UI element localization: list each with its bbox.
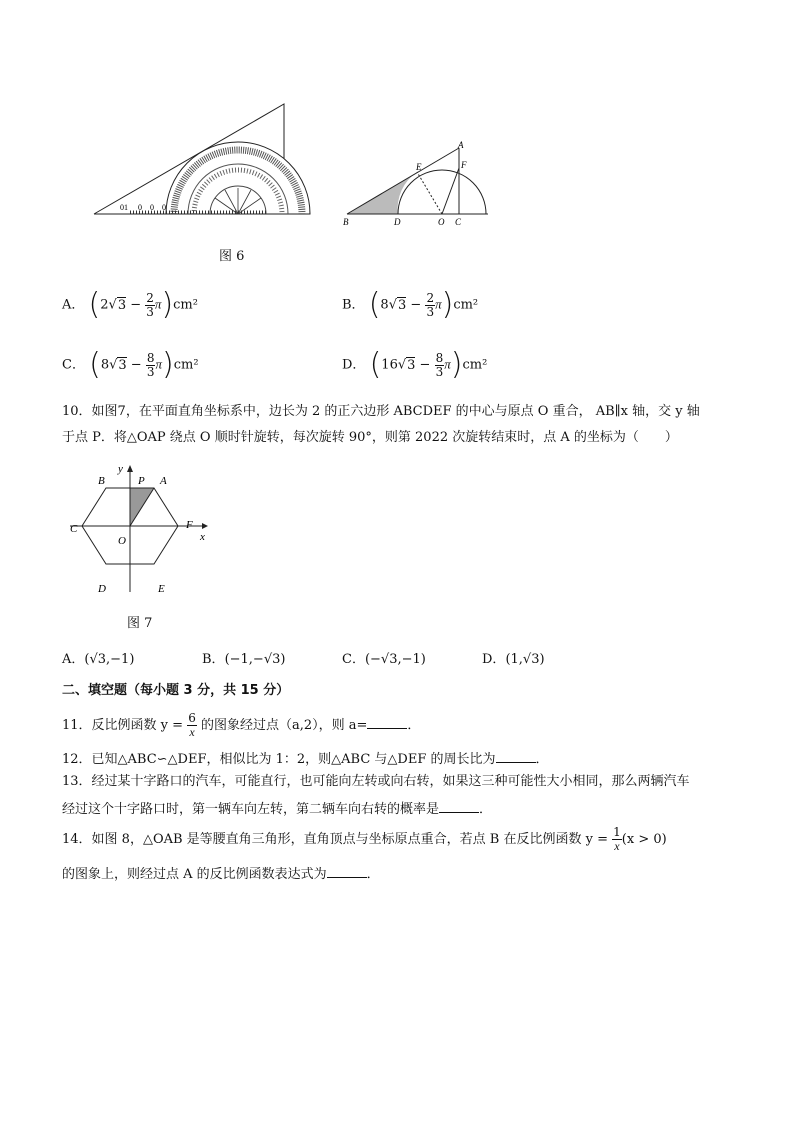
option-letter: B． [202,652,225,667]
option-letter: C． [62,357,85,373]
q14-end: ． [366,867,380,882]
coef: 2 [100,297,109,313]
figure-7-caption: 图 7 [127,616,153,631]
q9-option-d: D． (16√3 − $\frac{8}{3}$ π)cm² [342,347,488,382]
numerator: 2 [426,290,435,305]
point-c-label: C [70,523,78,535]
point-b-label: B [98,475,105,487]
q10-line-1: 10．如图7，在平面直角坐标系中，边长为 2 的正六边形 ABCDEF 的中心与原点 O 重合， AB∥x 轴，交 y 轴 [62,404,700,419]
coef: 8 [380,297,389,313]
point-d-label: D [98,583,106,595]
option-letter: D． [342,357,366,373]
q10-option-b [202,648,285,667]
denominator: x [614,839,620,853]
option-text: (−1,−√3) [224,652,286,667]
point-o-label: O [118,535,126,547]
q11-post: 的图象经过点（a,2），则 a= [200,718,368,733]
figure-6-caption: 图 6 [219,249,245,264]
option-text: (−√3,−1) [364,652,426,667]
figure-6-geometry [338,140,498,230]
point-a-label: A [160,475,167,487]
answer-blank[interactable] [327,865,367,878]
q10-option-a [62,648,134,667]
point-e-label: E [416,162,422,172]
radicand: 3 [118,357,127,373]
denominator: 3 [146,304,154,319]
q12-end: ． [535,752,549,767]
q13-line-2 [62,800,492,818]
axis-y-label: y [118,463,123,475]
denominator: 3 [146,364,155,379]
figure-7-hexagon [62,460,222,600]
unit: cm² [173,297,198,313]
figure-6-protractor [90,100,320,218]
point-o-label: O [438,217,445,227]
radicand: 3 [407,357,416,373]
q14-line-2 [62,865,380,883]
q11-pre: 11．反比例函数 y = [62,718,184,733]
point-b-label: B [343,217,349,227]
q13-end: ． [479,802,493,817]
q13-line-1: 13．经过某十字路口的汽车，可能直行，也可能向左转或向右转，如果这三种可能性大小相同，那么两辆汽车 [62,774,690,789]
q13-text: 经过这个十字路口时，第一辆车向左转，第二辆车向右转的概率是 [62,802,440,817]
q9-option-c: C． (8√3 − $\frac{8}{3}$ π)cm² [62,347,199,382]
q14-condition: (x > 0) [621,832,667,847]
option-letter: C． [342,652,365,667]
point-f-label: F [186,519,193,531]
ruler-label: 0 [138,203,142,212]
q14-text: 14．如图 8，△OAB 是等腰直角三角形，直角顶点与坐标原点重合，若点 B 在反比例函数 y = [62,832,608,847]
numerator: 8 [146,350,155,365]
q11-end: ． [407,718,421,733]
option-text: (1,√3) [505,652,545,667]
denominator: 3 [426,304,435,319]
q9-option-b: B． (8√3 − $\frac{2}{3}$ π)cm² [342,287,479,322]
ruler-label: 01 [120,203,128,212]
q12-text: 12．已知△ABC∽△DEF，相似比为 1：2，则△ABC 与△DEF 的周长比为 [62,752,496,767]
point-a-label: A [458,140,464,150]
denominator: x [189,725,195,739]
unit: cm² [453,297,479,313]
answer-blank[interactable] [367,716,407,729]
q10-option-d [482,648,545,667]
option-letter: A． [62,652,85,667]
section-2-title: 二、填空题（每小题 3 分，共 15 分） [62,683,290,698]
answer-blank[interactable] [439,800,479,813]
radicand: 3 [117,297,127,313]
axis-x-label: x [200,531,205,543]
denominator: 3 [435,364,444,379]
option-letter: B． [342,297,365,313]
q9-option-a: A． (2√3 − $\frac{2}{3}$ π)cm² [62,287,198,322]
answer-blank[interactable] [496,750,536,763]
q10-option-c [342,648,426,667]
q14-text-2: 的图象上，则经过点 A 的反比例函数表达式为 [62,867,327,882]
point-c-label: C [455,217,462,227]
option-text: (√3,−1) [84,652,135,667]
point-d-label: D [394,217,401,227]
numerator: 2 [146,290,154,305]
numerator: 8 [435,350,444,365]
q10-line-2: 于点 P．将△OAP 绕点 O 顺时针旋转，每次旋转 90°，则第 2022 次旋转结束时，点 A 的坐标为（ ） [62,430,678,445]
radicand: 3 [398,297,407,313]
coef: 8 [100,357,110,373]
ruler-label: 0 [162,203,166,212]
point-f-label: F [461,160,467,170]
coef: 16 [381,357,398,373]
option-letter: A． [62,297,85,313]
q14-line-1 [62,826,667,853]
point-p-label: P [138,475,145,487]
option-letter: D． [482,652,506,667]
q11 [62,712,420,739]
numerator: 6 [188,711,196,725]
unit: cm² [173,357,199,373]
unit: cm² [462,357,488,373]
q12 [62,750,549,768]
numerator: 1 [613,825,621,839]
point-e-label: E [158,583,165,595]
ruler-label: 0 [150,203,154,212]
